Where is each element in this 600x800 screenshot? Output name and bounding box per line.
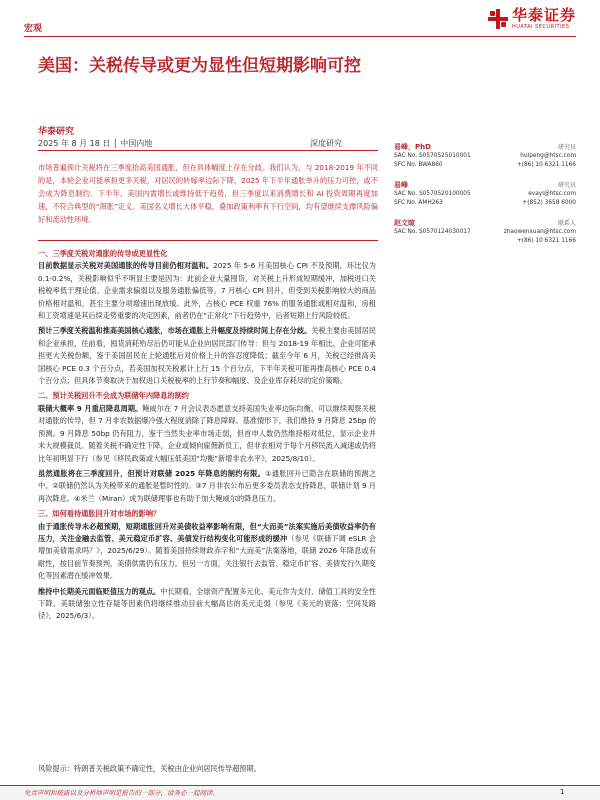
meta-divider (38, 150, 378, 151)
analyst-card (394, 142, 576, 170)
logo-text-en: HUATAI SECURITIES (511, 24, 570, 30)
paragraph-lead: 预计三季度关税温和推高美国核心通胀，市场在通胀上升幅度及持续时间上存在分歧。 (38, 326, 312, 336)
section-heading: 三、如何看待通胀回升对市场的影响？ (38, 509, 161, 519)
analyst-email[interactable]: evayi@htsc.com (528, 191, 576, 197)
report-org: 华泰研究 (38, 127, 75, 137)
analyst-email[interactable]: huipeng@htsc.com (520, 153, 576, 159)
paragraph (38, 586, 376, 623)
analyst-phone: +(86) 10 6321 1166 (516, 238, 576, 244)
analyst-phone: +(86) 10 6321 1166 (516, 162, 576, 168)
analyst-role: 研究员 (557, 182, 576, 189)
analyst-role: 联系人 (557, 220, 576, 227)
header-divider (24, 36, 576, 37)
paragraph-text: ①通胀回升已隐含在联储的预测之中。②联储仍然认为关税带来的通胀是暂时性的。③7 月非农公布后更多委员表态支持降息，联储计划 9 月再次降息。④米兰（Miran）成为联储理事也有助于加大鲍威尔的降息压力。 (38, 468, 376, 503)
section-heading: 二、预计关税回升不会成为联储年内降息的制约 (38, 391, 189, 401)
report-title: 美国：关税传导或更为显性但短期影响可控 (38, 56, 361, 76)
logo-mark-icon (488, 9, 508, 29)
analyst-sfc: SFC No. BWA860 (394, 162, 443, 168)
paragraph-lead: 虽然通胀将在三季度回升，但预计对联储 2025 年降息的制约有限。 (38, 468, 266, 478)
analyst-panel (394, 142, 576, 256)
logo-text-cn: 华泰证券 (511, 6, 576, 24)
analyst-name: 赵文暄 (394, 219, 415, 227)
analyst-name: 易峰，PhD (394, 143, 431, 151)
analyst-name: 易峰 (394, 181, 408, 189)
analyst-role: 研究员 (557, 144, 576, 151)
analyst-sac: SAC No. S0570124030017 (394, 229, 471, 235)
paragraph (38, 468, 376, 505)
footer-disclaimer: 免责声明和披露以及分析师声明是报告的一部分，请务必一起阅读。 (24, 789, 219, 797)
paragraph (38, 403, 376, 465)
analyst-sfc: SFC No. AMH263 (394, 200, 443, 206)
analyst-phone: +(852) 3658 6000 (522, 200, 576, 206)
report-body (38, 248, 376, 626)
paragraph (38, 325, 376, 387)
risk-notice: 风险提示：特朗普关税政策不确定性，关税由企业向居民传导超预期。 (38, 764, 261, 773)
section-heading: 一、三季度关税对通胀的传导或更显性化 (38, 249, 168, 258)
analyst-card (394, 180, 576, 208)
paragraph-text: （参见《联储下调 eSLR 会增加美债需求吗？》，2025/6/29）。随着美国持续财政赤字和“大而美”法案落地，联储 2026 年降息或有耐性，按目前节奏预判，美债供需仍有压力。但另一方面，关注银行去监管、稳定币扩容、美债发行久期变化等因素潜在缓冲效果。 (38, 533, 376, 581)
report-summary: 市场普遍预计关税将在三季度抬高美国通胀，但在具体幅度上存在分歧。我们认为，与 2018-2019 年不同的是，本轮企业可能承担更多关税，对居民的转嫁率边际下降，2025 年下半年通胀单升的压力可控，或不会成为降息制约。下半年，美国内需增长或维持低于趋势，但三季度以来消费增长和 AI 投资周期再度加速，不符合典型的“滞胀”定义。美国名义增长大体平稳，叠加政策利率有下行空间，均有望继续支撑风险偏好和流动性环境。 (38, 163, 378, 224)
analyst-card (394, 218, 576, 246)
report-date: 2025 年 8 月 18 日 │ 中国内地 (38, 139, 153, 148)
report-type: 深度研究 (310, 139, 342, 148)
report-category: 宏观 (24, 24, 43, 34)
analyst-email[interactable]: zhaowenxuan@htsc.com (503, 229, 576, 235)
paragraph (38, 521, 376, 583)
paragraph-text: 关税主要由美国居民和企业承担，往前看，囤货消耗殆尽后仍可能从企业向居民部门传导：但与 2018-19 年相比，企业可能承担更大关税份额，鉴于美国居民在上轮通胀后对价格上升的容忍度降低；截至今年 6 月，关税已经推高美国核心 PCE 0.3 个百分点，若美国加权关税累计上行 15 个百分点，下半年关税可能再推高核心 PCE 0.4 个百分点；但具体节奏取决于加权进口关税税率的上行节奏和幅度、及企业库存耗尽的定价策略。 (38, 326, 376, 386)
paragraph (38, 260, 376, 322)
analyst-sac: SAC No. S0570525010001 (394, 153, 471, 159)
paragraph-lead: 维持中长期美元面临贬值压力的观点。 (38, 586, 161, 596)
paragraph-lead: 目前数据显示关税对美国通胀的传导目前仍相对温和。 (38, 261, 214, 271)
paragraph-text: 2025 年 5-6 月美国核心 CPI 不及预期，环比仅为 0.1-0.2%，关税影响似乎不明显主要是因为：此前企业大量囤货、对关税上升形成短期缓冲，加税进口关税税率低于理论值、企业需求偏弱以及服务通胀偏低等。7 月核心 CPI 回升，但受到关税影响较大的商品价格相对温和，甚至主要分项增速出现放缓。此外，占核心 PCE 权重 76% 的服务通胀或相对温和，房租和工资增速是其后续走势重要的决定因素，前者仍在“正常化”下行趋势中，后者短期上行风险较低。 (38, 261, 376, 321)
paragraph-lead: 由于通胀传导未必超预期，短期通胀回升对美债收益率影响有限，但“大而美”法案实施后美债收益率仍有压力，关注金融去监管、美元稳定币扩容、美债发行结构变化可能形成的缓冲 (38, 521, 376, 543)
page-number: 1 (560, 788, 565, 796)
paragraph-text: 中长期看，全球资产配置多元化、美元作为支付、储值工具的安全性下降、美联储独立性存疑等因素仍将继续推动目前大幅高估的美元走弱（参见《美元的衰落：空间及路径》，2025/6/3）。 (38, 586, 376, 621)
paragraph-text: 鲍威尔在 7 月会议表态愿意支持美国失业率边际均衡，可以继续观察关税对通胀的传导，但 7 月非农数据爆冷强大程度消除了降息障碍。基准情形下，我们维持 9 月降息 25bp 的预测。9 月降息 50bp 仍有阻力，鉴于当然失业率市场走弱，但首申人数仍然维持相对低位，显示企业并未大规模裁员。随着关税不确定性下降，企业或倾向雇佣新员工，但非农相对于每个月移民流入减速或仍将比年初明显下行（参见《移民政策或大幅压低美国“均衡”新增非农水平》，2025/8/10）。 (38, 403, 376, 463)
company-logo (488, 8, 576, 30)
summary-divider (38, 240, 378, 241)
analyst-sac: SAC No. S0570520100005 (394, 191, 471, 197)
paragraph-lead: 联储大概率 9 月重启降息周期。 (38, 403, 143, 413)
